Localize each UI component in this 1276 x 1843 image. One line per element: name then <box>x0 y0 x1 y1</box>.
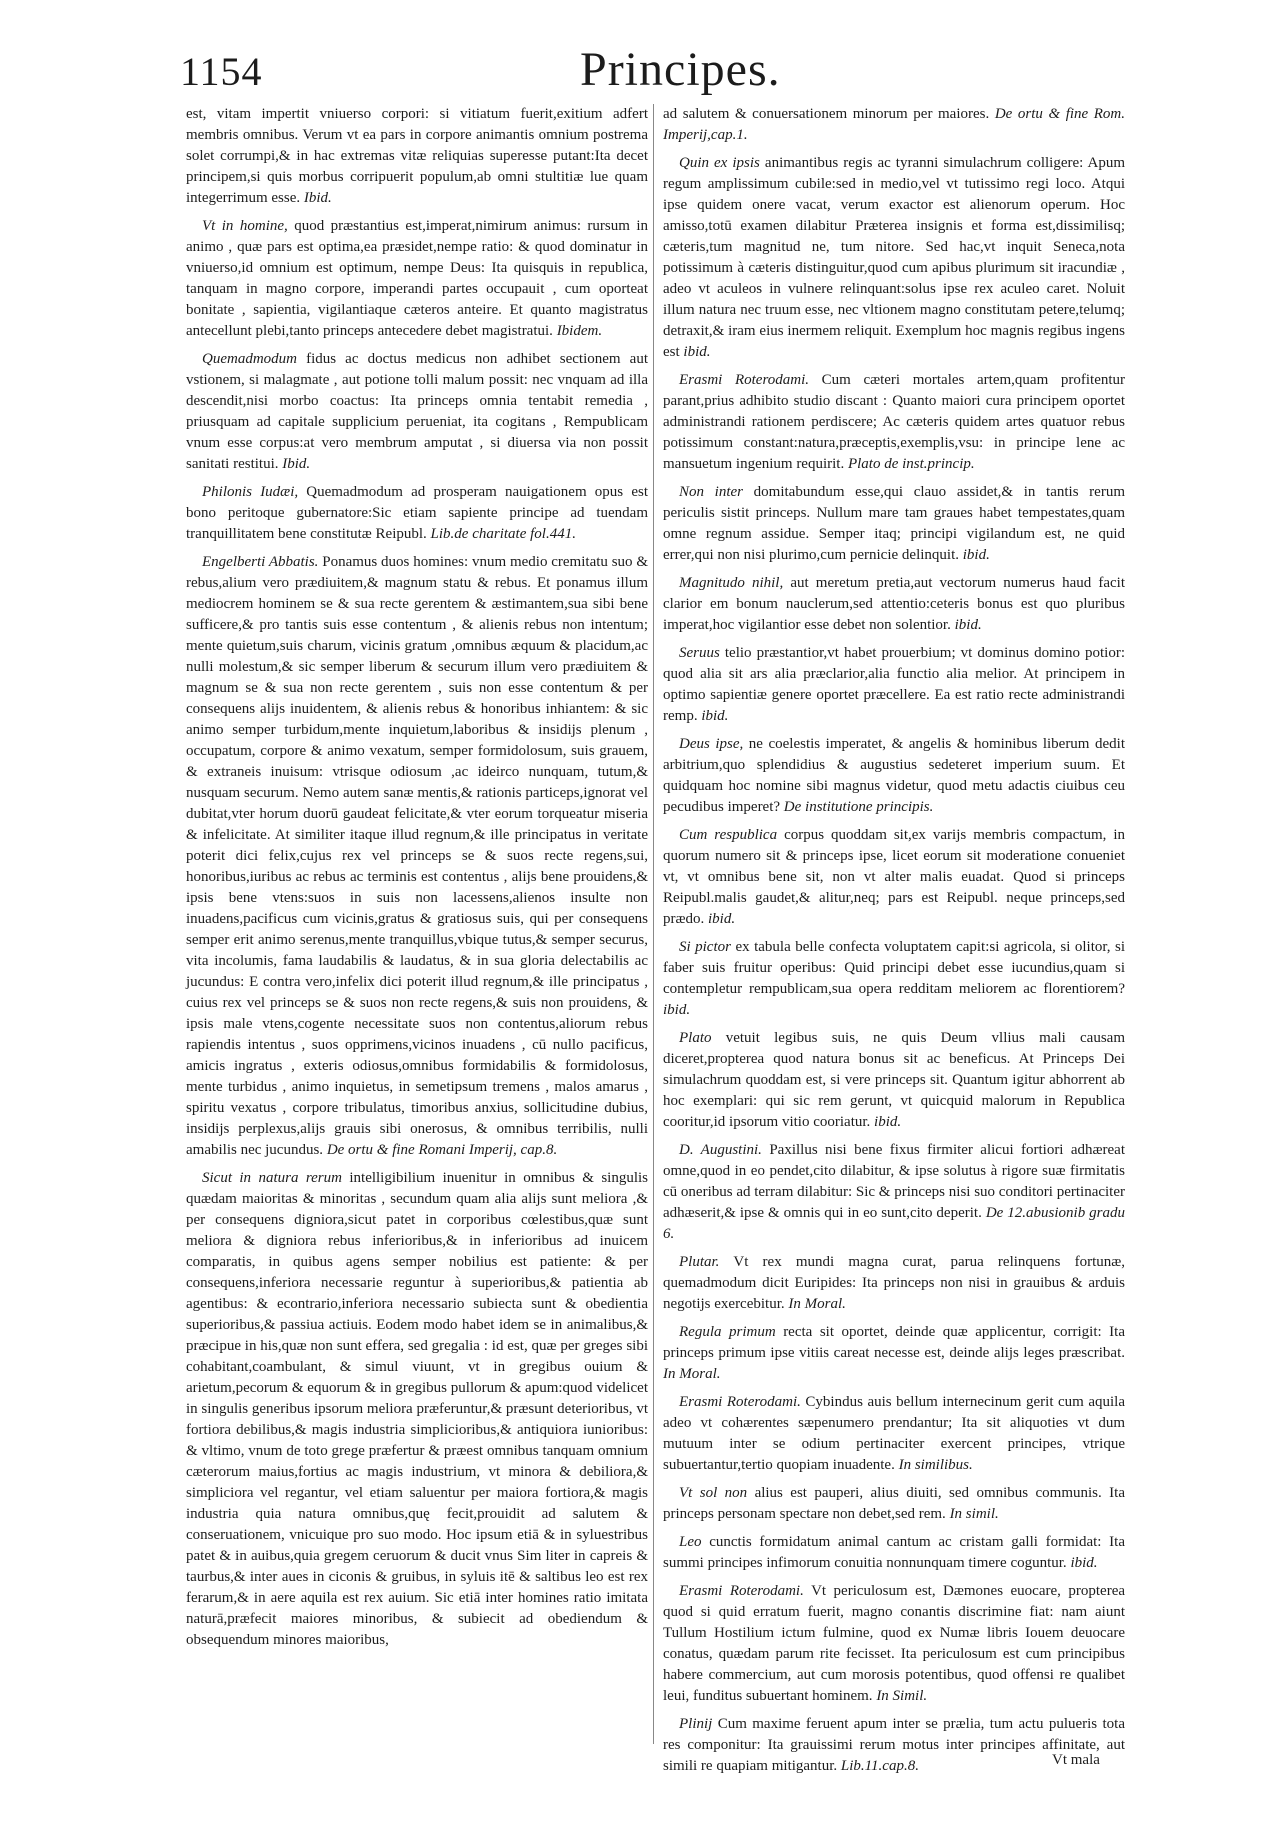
citation: ibid. <box>701 708 729 724</box>
paragraph-text: ne coelestis imperatet, & angelis & hominibus liberum dedit arbitrium,quo splendidius & augustius sedeteret imperium suum. Et quidquam hoc nomine sibi magnus videtur, quod metu adactis ciuibus ceu pecudibus imperet? <box>663 736 1125 815</box>
paragraph <box>186 552 648 1161</box>
paragraph-lead: Cum respublica <box>679 827 778 843</box>
paragraph-lead: Si pictor <box>679 939 731 955</box>
citation: De institutione principis. <box>783 799 934 815</box>
citation: ibid. <box>683 344 711 360</box>
citation: Ibid. <box>282 456 311 472</box>
paragraph-text: telio præstantior,vt habet prouerbium; vt dominus domino potior: quod alia sit ars alia præclarior,alia functio alia melior. At principem in optimo sapientiæ genere oportet præcellere. Ea est ratio recte administrandi remp. <box>663 645 1125 724</box>
paragraph-lead: Engelberti Abbatis. <box>202 554 319 570</box>
paragraph-text: Ponamus duos homines: vnum medio cremitatu suo & rebus,alium vero prædiuitem,& magnum statu & rebus. Et ponamus illum mediocrem hominem se & sua recte gerentem & æstimantem,sua sibi bene sufficere,& pro tantis suis esse contentum , & alienis rebus non intentum; mente quietum,suis charum, vicinis gratum ,omnibus æquum & placidum,ac nulli molestum,& sic semper liberum & securum illum vero prædiuitem & magnum se & sua non recte gerentem , suis non esse contentum & per consequens alijs inuidentem, & alienis rebus & honoribus inhiantem: & sic animo semper turbidum,mente inquietum,laboribus & insidijs plenum , occupatum, corpore & animo vexatum, semper formidolosum, suis grauem, & extraneis inuisum: vtrisque odiosum ,ac ideirco nunquam, tutum,& nusquam securum. Nemo autem sanæ mentis,& rationis particeps,ignorat vel dubitat,vter horum duorū gaudeat felicitate,& vter eorum torqueatur miseria & infelicitate. At similiter itaque illud regnum,& ille principatus in veritate poterit dici felix,cujus rex vel princeps se & suos recte regens,sui, honoribus,iuribus ac rebus ac terminis est contentus , alijs bene prouidens,& ipsis bene vtens:suos in suis non lacessens,alienos insulte non inuadens,pacificus cum vicinis,gratus & gratiosus suis, qui per consequens semper erit animo serenus,mente tranquillus,vbique tutus,& semper securus, vita incolumis, fama laudabilis & laudatus, & in sua gloria delectabilis ac jucundus: E contra vero,infelix dici poterit illud regnum,& ille principatus , cuius rex vel princeps se & suos non recte regens,& suis non prouidens, & ipsis male vtens,cogente necessitate suos non contentus,aliorum rebus rapiendis intentus , suos opprimens,vicinos inuadens , cū nullo pacificus, amicis ingratus , exteris odiosus,omnibus formidabilis & formidolosus, mente turbidus , animo inquietus, in semetipsum tremens , malos amarus , spiritu vexatus , corpore tribulatus, timoribus anxius, sollicitudine dubius, insidijs perplexus,alijs grauis sibi onerosus, & omnibus terribilis, nulli amabilis nec jucundus. <box>186 554 648 1158</box>
paragraph-text: animantibus regis ac tyranni simulachrum colligere: Apum regum amplissimum cubile:sed in medio,vel vt tutissimo regi loco. Atqui ipse quidem onere vacat, verum exactor est alienorum operum. Hoc amisso,totū examen dilabitur Præterea insignis et forma est,dissimilisq; cæteris,tum magnitud ne, tum nitore. Sed hac,vt inquit Seneca,nota potissimum à cæteris distinguitur,quod cum apibus plurimum sit iracundiæ , adeo vt aculeos in vulnere relinquant:solus ipse rex aculeo caret. Noluit illum natura nec truum esse, nec vltionem magno constitutam petere,telumq; detraxit,& iram eius inermem reliquit. Exemplum hoc magnis regibus ingens est <box>663 155 1126 360</box>
paragraph-text: recta sit oportet, deinde quæ applicentur, corrigit: Ita princeps primum ipse vitiis careat necesse est, deinde alijs leges præscribat. <box>663 1324 1126 1361</box>
paragraph-text: domitabundum esse,qui clauo assidet,& in tantis rerum periculis sistit princeps. Nullum mare tam graues habet tempestates,quam omne regnum assidue. Semper itaq; principi vigilandum est, ne quid errer,qui non nisi plurimo,cum pernicie delinquit. <box>663 484 1125 563</box>
citation: De ortu & fine Rom. Imperij,cap.1. <box>663 106 1126 143</box>
paragraph-lead: Vt sol non <box>679 1485 748 1501</box>
paragraph <box>663 573 1125 636</box>
paragraph-text: Cum maxime feruent apum inter se prælia, tum actu pulueris tota res componitur: Ita grauissimi rerum motus inter principes affinitate, aut simili re quapiam mitigantur. <box>663 1716 1126 1774</box>
citation: In Moral. <box>663 1366 721 1382</box>
paragraph-lead: Plutar. <box>679 1254 720 1270</box>
paragraph-text: Quemadmodum ad prosperam nauigationem opus est bono peritoque gubernatore:Sic etiam sapiente principe ad tuendam tranquillitatem bene constitutæ Reipubl. <box>186 484 648 542</box>
citation: De ortu & fine Romani Imperij, cap.8. <box>326 1142 558 1158</box>
citation: ibid. <box>962 547 990 563</box>
paragraph <box>663 153 1125 363</box>
paragraph-text: aut meretum pretia,aut vectorum numerus haud facit clarior em bonum nauclerum,sed attentio:ceteris bonus est quo pluribus imperat,hoc vigilantior esse debet non solentior. <box>663 575 1125 633</box>
paragraph-text: alius est pauperi, alius diuiti, sed omnibus communis. Ita princeps personam spectare non debet,sed rem. <box>663 1485 1125 1522</box>
paragraph <box>186 1168 648 1651</box>
paragraph-lead: Quin ex ipsis <box>679 155 760 171</box>
paragraph-text: intelligibilium inuenitur in omnibus & singulis quædam maioritas & minoritas , secundum quam alia alijs sunt meliora ,& per consequens digniora,sicut patet in corporibus cœlestibus,quæ sunt meliora & digniora rebus inferioribus,& in inferioribus ad inuicem comparatis, in quibus agens semper nobilius est patiente: & per consequens,inferiora necessarie reguntur à superioribus,& patientia ab agentibus: & econtrario,inferiora necessario subiecta sunt & obedientia superioribus,& passiua actiuis. Eodem modo habet idem se in animalibus,& præcipue in his,quæ non sunt effera, sed gregalia : id est, quæ per greges sibi cohabitant,coambulant, & simul viuunt, vt in gregibus ouium & arietum,pecorum & equorum & in gregibus pullorum & apum:quod videlicet in singulis generibus ipsorum meliora præferuntur,& præsunt deterioribus, vt fortiora debilibus,& magis industria simplicioribus,& antiquiora iunioribus: & vltimo, vnum de toto grege præfertur & præest omnibus tanquam omnium cæterorum maius,fortius ac magis industrium, vt minora & debiliora,& simpliciora vel regantur, vel etiam saluentur per maiora fortiora,& magis industria quia natura omnibus,quę fecit,prouidit ad salutem & conseruationem, vnicuique pro suo modo. Hoc ipsum etiā & in syluestribus patet & in auibus,quia gregem ceruorum & ducit vnus Sim liter in capreis & taurbus,& inter aues in ciconis & gruibus, in syluis itē & saltibus leo est rex ferarum,& in aere aquila est rex auium. Sic etiā inter homines ratio imitata naturā,præfecit maiores minoribus, & subiecit ad obediendum & obsequendum minores maioribus, <box>186 1170 648 1648</box>
citation: In Moral. <box>788 1296 846 1312</box>
paragraph <box>663 825 1125 930</box>
catchword: Vt mala <box>1052 1752 1100 1768</box>
paragraph <box>663 1392 1125 1476</box>
paragraph-text: Paxillus nisi bene fixus firmiter alicui fortiori adhæreat omne,quod in eo pendet,cito dilabitur, & ipse solutus à rigore suæ firmitatis cū oneribus ad terram dilabitur: Sic & princeps nisi suo conditori pertinaciter adhæserit,& ipse & omnis qui in eo sunt,cito deperit. <box>663 1142 1125 1221</box>
paragraph-lead: Non inter <box>679 484 743 500</box>
citation: Ibidem. <box>556 323 603 339</box>
citation: Plato de inst.princip. <box>847 456 975 472</box>
paragraph-lead: Philonis Iudæi, <box>202 484 299 500</box>
paragraph-text: fidus ac doctus medicus non adhibet sectionem aut vstionem, si malagmate , aut potione tolli malum possit: nec vnquam ad illa descendit,nisi morbo coactus: Ita princeps omnia tentabit remedia , priusquam ad capitale supplicium perueniat, ita cogitans , Rempublicam vnum esse corpus:at vero membrum amputat , si diuersa via non possit sanitati restitui. <box>186 351 648 472</box>
column-divider <box>653 104 654 1744</box>
paragraph <box>186 216 648 342</box>
paragraph-text: ad salutem & conuersationem minorum per maiores. <box>663 106 990 122</box>
paragraph-lead: Leo <box>679 1534 702 1550</box>
paragraph-text: Cybindus auis bellum internecinum gerit cum aquila adeo vt cohærentes sæpenumero prendantur; Ita sit aliquoties vt dum mutuum inter se odium pertinaciter exercent principes, vtrique subuertantur,tertio quopiam inuadente. <box>663 1394 1126 1473</box>
paragraph-text: ex tabula belle confecta voluptatem capit:si agricola, si olitor, si faber suis fruitur operibus: Quid principi debet esse iucundius,quam si contempletur rempublicam,sua opera redditam meliorem ac florentiorem? <box>663 939 1126 997</box>
paragraph <box>663 1532 1125 1574</box>
page-number: 1154 <box>180 49 263 94</box>
paragraph-text: vetuit legibus suis, ne quis Deum vllius mali causam diceret,propterea quod natura bonus sit ac beneficus. At Princeps Dei simulachrum quoddam est, si vere princeps sit. Quantum igitur abhorrent ab hoc exemplari: qui sic rem gerunt, vt quicquid malorum in Republica cooritur,id ipsorum vitio cooriatur. <box>663 1030 1125 1130</box>
citation: Lib.de charitate fol.441. <box>430 526 576 542</box>
paragraph <box>663 104 1125 146</box>
paragraph <box>663 937 1125 1021</box>
citation: ibid. <box>708 911 736 927</box>
paragraph-text: cunctis formidatum animal cantum ac cristam galli formidat: Ita summi principes infimorum conuitia nonnunquam timere coguntur. <box>663 1534 1125 1571</box>
paragraph <box>663 370 1125 475</box>
paragraph-lead: Magnitudo nihil, <box>679 575 784 591</box>
paragraph-lead: Erasmi Roterodami. <box>679 372 809 388</box>
citation: ibid. <box>954 617 982 633</box>
citation: De 12.abusionib gradu 6. <box>663 1205 1126 1242</box>
citation: Ibid. <box>303 190 332 206</box>
paragraph <box>663 1140 1125 1245</box>
paragraph-lead: Erasmi Roterodami. <box>679 1394 801 1410</box>
paragraph <box>663 1028 1125 1133</box>
paragraph <box>663 1581 1125 1707</box>
paragraph-text: corpus quoddam sit,ex varijs membris compactum, in quorum numero sit & princeps ipse, licet eorum sit moderatione conueniet vt, vt omnibus bene sit, non vt alter malis euadat. Quod si princeps Reipubl.malis gaudet,& alitur,neq; pars est Reipubl. neque princeps,sed prædo. <box>663 827 1126 927</box>
paragraph-lead: Plinij <box>679 1716 713 1732</box>
left-column <box>186 104 648 1744</box>
paragraph <box>663 1322 1125 1385</box>
citation: ibid. <box>1070 1555 1098 1571</box>
paragraph-lead: Sicut in natura rerum <box>202 1170 342 1186</box>
citation: In Simil. <box>876 1688 928 1704</box>
paragraph <box>663 1252 1125 1315</box>
paragraph-lead: Quemadmodum <box>202 351 297 367</box>
citation: In simil. <box>949 1506 999 1522</box>
paragraph-lead: Seruus <box>679 645 720 661</box>
paragraph-text: quod præstantius est,imperat,nimirum animus: rursum in animo , quæ pars est optima,ea præsidet,nempe ratio: & quod dominatur in vniuerso,id omnium est optimum, nempe Deus: Ita quisquis in republica, tanquam in magno corpore, imperandi partes occupauit , cum oporteat bonitate , sapientia, vigilantiaque cæteros anteire. Et quanto magistratus antecellunt plebi,tanto princeps antecedere debet magistratui. <box>186 218 649 339</box>
paragraph <box>186 104 648 209</box>
running-title: Principes. <box>580 43 781 96</box>
paragraph <box>663 1483 1125 1525</box>
paragraph-lead: Deus ipse, <box>679 736 744 752</box>
paragraph-text: Cum cæteri mortales artem,quam profitentur parant,prius adhibito studio discant : Quanto maiori cura principem oportet administrandi rationem perdiscere; Ac cæteris quidem artes quatuor rebus potissimum constant:natura,præceptis,exemplis,vsu: in principe lene ac mansuetum ingenium requirit. <box>663 372 1126 472</box>
paragraph <box>663 643 1125 727</box>
paragraph-lead: Vt in homine, <box>202 218 288 234</box>
paragraph <box>186 349 648 475</box>
citation: ibid. <box>663 1002 691 1018</box>
paragraph-text: Vt periculosum est, Dæmones euocare, propterea quod si quid erratum fuerit, magno conantis discrimine fiat: nam aiunt Tullum Hostilium ictum fulmine, quod ex Numæ libris Iouem deuocare conatus, quædam parum rite fecisset. Ita periculosum est cum principibus habere commercium, aut cum morosis potentibus, quod offensi re qualibet leui, funditus subuertant hominem. <box>663 1583 1126 1704</box>
paragraph <box>663 734 1125 818</box>
citation: In similibus. <box>898 1457 973 1473</box>
paragraph-lead: Plato <box>679 1030 712 1046</box>
paragraph-lead: Regula primum <box>679 1324 776 1340</box>
paragraph-lead: D. Augustini. <box>679 1142 762 1158</box>
paragraph <box>186 482 648 545</box>
paragraph <box>663 482 1125 566</box>
citation: ibid. <box>874 1114 902 1130</box>
citation: Lib.11.cap.8. <box>840 1758 919 1774</box>
paragraph-text: est, vitam impertit vniuerso corpori: si vitiatum fuerit,exitium adfert membris omnibus. Verum vt ea pars in corpore animantis omnium postrema solet corrumpi,& in hac extremas vitæ reliquias superesse putant:Ita decet principem,si quis morbus corripuerit populum,ab omni stultitiæ lue quam integerrimum esse. <box>186 106 648 206</box>
paragraph-lead: Erasmi Roterodami. <box>679 1583 804 1599</box>
paragraph-text: Vt rex mundi magna curat, parua relinquens fortunæ, quemadmodum dicit Euripides: Ita princeps non nisi in grauibus & arduis negotijs exercebitur. <box>663 1254 1126 1312</box>
